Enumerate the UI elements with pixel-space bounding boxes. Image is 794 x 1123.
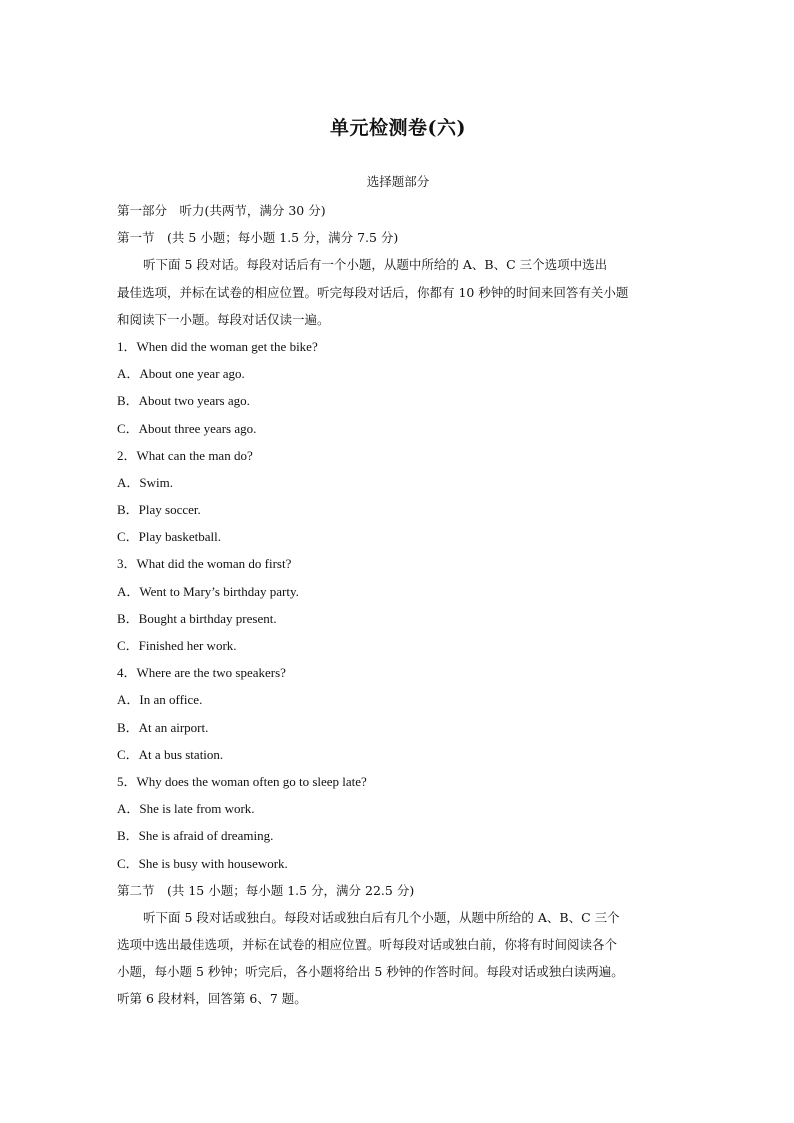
- page-subtitle: 选择题部分: [366, 174, 430, 189]
- question-option: A．Swim.: [117, 474, 173, 490]
- question-stem: 2．What can the man do?: [117, 447, 253, 463]
- question-option: C．At a bus station.: [117, 746, 224, 762]
- question-option: B．Bought a birthday present.: [117, 610, 277, 626]
- question-stem: 1．When did the woman get the bike?: [117, 338, 318, 354]
- section1-heading: 第一节 (共 5 小题；每小题 1.5 分，满分 7.5 分): [117, 230, 399, 246]
- section1-instructions-line: 和阅读下一小题。每段对话仅读一遍。: [117, 311, 330, 327]
- section2-instructions-line: 小题，每小题 5 秒钟；听完后，各小题将给出 5 秒钟的作答时间。每段对话或独白读两遍。: [117, 964, 624, 980]
- question-option: C．Finished her work.: [117, 638, 237, 653]
- section1-instructions-line: 最佳选项，并标在试卷的相应位置。听完每段对话后，你都有 10 秒钟的时间来回答有关小题: [117, 284, 629, 300]
- section2-instructions-line: 选项中选出最佳选项，并标在试卷的相应位置。听每段对话或独白前，你将有时间阅读各个: [117, 937, 618, 953]
- part-heading: 第一部分 听力(共两节，满分 30 分): [117, 203, 326, 218]
- question-option: B．At an airport.: [117, 719, 209, 735]
- question-option: C．She is busy with housework.: [117, 855, 288, 871]
- question-option: B．Play soccer.: [117, 502, 201, 518]
- section1-instructions-line: 听下面 5 段对话。每段对话后有一个小题，从题中所给的 A、B、C 三个选项中选出: [143, 257, 608, 273]
- question-option: A．Went to Mary’s birthday party.: [117, 583, 299, 599]
- question-option: B．She is afraid of dreaming.: [117, 828, 274, 844]
- question-option: C．Play basketball.: [117, 529, 221, 545]
- section2-instructions-line: 听第 6 段材料，回答第 6、7 题。: [117, 991, 307, 1007]
- page-title: 单元检测卷(六): [330, 117, 466, 139]
- question-option: B．About two years ago.: [117, 393, 250, 409]
- section2-heading: 第二节 (共 15 小题；每小题 1.5 分，满分 22.5 分): [117, 882, 415, 898]
- question-stem: 3．What did the woman do first?: [117, 556, 292, 572]
- section2-instructions-line: 听下面 5 段对话或独白。每段对话或独白后有几个小题，从题中所给的 A、B、C 三个: [143, 909, 620, 925]
- question-stem: 5．Why does the woman often go to sleep late?: [117, 773, 367, 789]
- question-option: A．In an office.: [117, 692, 203, 708]
- question-stem: 4．Where are the two speakers?: [117, 665, 286, 681]
- question-option: A．About one year ago.: [117, 366, 245, 382]
- question-option: C．About three years ago.: [117, 420, 257, 436]
- question-option: A．She is late from work.: [117, 801, 255, 817]
- exam-body: [117, 197, 679, 1013]
